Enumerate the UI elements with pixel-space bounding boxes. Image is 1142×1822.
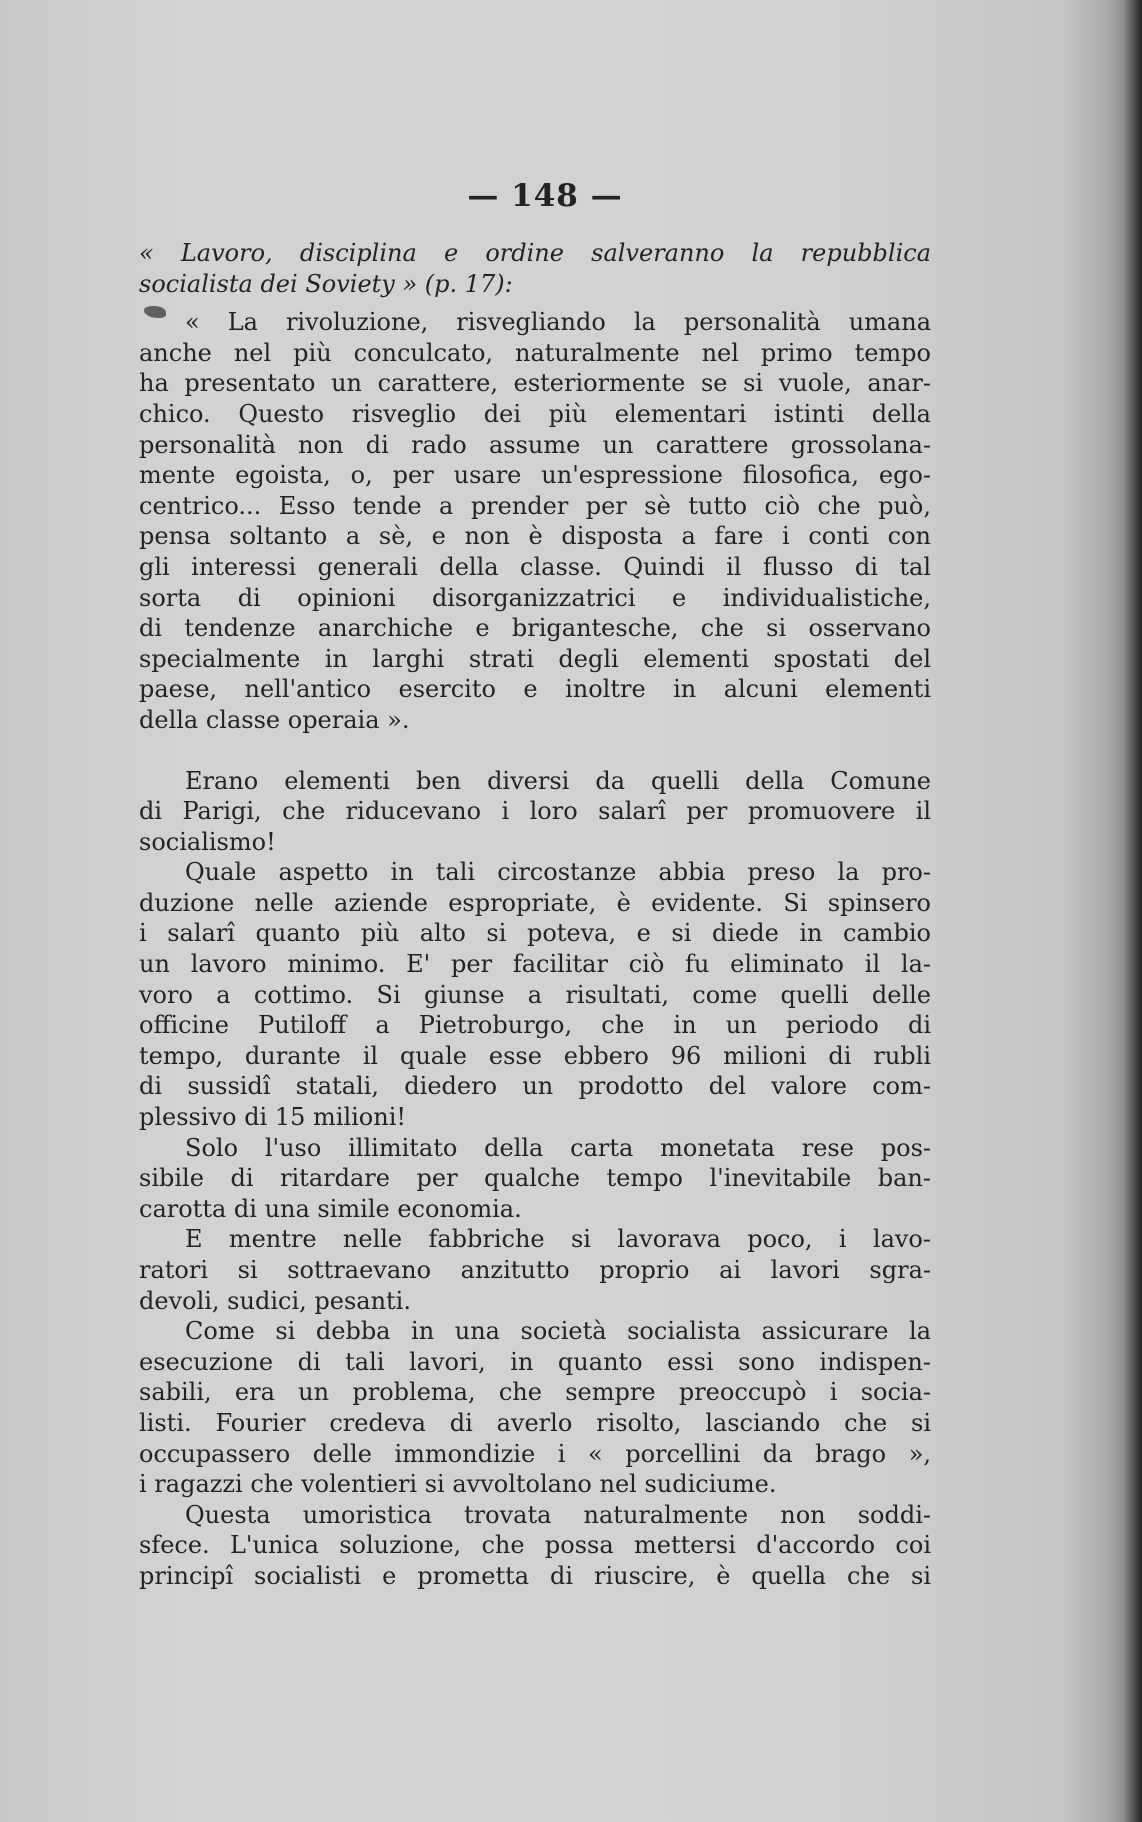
paragraph-line: di Parigi, che riducevano i loro salarî per promuovere il xyxy=(139,797,931,826)
paragraph-line: ratori si sottraevano anzitutto proprio ai lavori sgra- xyxy=(139,1256,931,1284)
paragraph-line: occupassero delle immondizie i « porcellini da brago », xyxy=(139,1439,931,1468)
paragraph-line: carotta di una simile economia. xyxy=(139,1194,522,1223)
paragraph-line: sibile di ritardare per qualche tempo l'inevitabile ban- xyxy=(139,1164,931,1193)
paragraph-line: di sussidî statali, diedero un prodotto del valore com- xyxy=(139,1072,931,1101)
quote-line: gli interessi generali della classe. Quindi il flusso di tal xyxy=(139,552,931,581)
paragraph-line: listi. Fourier credeva di averlo risolto, lasciando che si xyxy=(139,1408,931,1437)
paragraph-line: tempo, durante il quale esse ebbero 96 milioni di rubli xyxy=(139,1041,931,1070)
citation-line: socialista dei Soviety » (p. 17): xyxy=(139,269,513,298)
paragraph-line: officine Putiloff a Pietroburgo, che in un periodo di xyxy=(139,1011,931,1040)
quote-line: sorta di opinioni disorganizzatrici e individualistiche, xyxy=(139,583,931,612)
quote-line: « La rivoluzione, risvegliando la personalità umana xyxy=(185,308,931,337)
quote-line: anche nel più conculcato, naturalmente nel primo tempo xyxy=(139,338,931,367)
paragraph-line: voro a cottimo. Si giunse a risultati, come quelli delle xyxy=(139,980,931,1009)
quote-line: mente egoista, o, per usare un'espressione filosofica, ego- xyxy=(139,461,931,490)
paragraph-line: sfece. L'unica soluzione, che possa mettersi d'accordo coi xyxy=(139,1531,931,1560)
paragraph-line: i ragazzi che volentieri si avvoltolano nel sudiciume. xyxy=(139,1470,777,1499)
paragraph-line: devoli, sudici, pesanti. xyxy=(139,1286,411,1315)
paragraph-line: Questa umoristica trovata naturalmente non soddi- xyxy=(185,1500,931,1529)
quote-line: personalità non di rado assume un carattere grossolana- xyxy=(139,430,931,459)
paragraph-line: sabili, era un problema, che sempre preoccupò i socia- xyxy=(139,1378,931,1407)
paragraph-line: Quale aspetto in tali circostanze abbia preso la pro- xyxy=(185,858,931,887)
paragraph-line: E mentre nelle fabbriche si lavorava poco, i lavo- xyxy=(185,1225,931,1254)
paragraph-line: plessivo di 15 milioni! xyxy=(139,1103,407,1132)
paragraph-line: duzione nelle aziende espropriate, è evidente. Si spinsero xyxy=(139,888,931,917)
page-number: — 148 — xyxy=(467,178,623,214)
quote-line: chico. Questo risveglio dei più elementari istinti della xyxy=(139,399,931,428)
quote-line: paese, nell'antico esercito e inoltre in alcuni elementi xyxy=(139,675,931,704)
quote-line: pensa soltanto a sè, e non è disposta a fare i conti con xyxy=(139,522,931,551)
paragraph-line: socialismo! xyxy=(139,827,276,856)
paragraph-line: Solo l'uso illimitato della carta monetata rese pos- xyxy=(185,1133,931,1162)
quote-line: specialmente in larghi strati degli elementi spostati del xyxy=(139,644,931,673)
paragraph-line: Come si debba in una società socialista assicurare la xyxy=(185,1317,931,1346)
quote-line: di tendenze anarchiche e brigantesche, che si osservano xyxy=(139,614,931,643)
paragraph-line: un lavoro minimo. E' per facilitar ciò fu eliminato il la- xyxy=(139,950,931,979)
paragraph-line: Erano elementi ben diversi da quelli della Comune xyxy=(185,766,931,795)
text-block xyxy=(139,178,931,1592)
paragraph-line: esecuzione di tali lavori, in quanto essi sono indispen- xyxy=(139,1347,931,1376)
paragraph-line: i salarî quanto più alto si poteva, e si diede in cambio xyxy=(139,919,931,948)
quote-line: centrico... Esso tende a prender per sè tutto ciò che può, xyxy=(139,491,931,520)
quote-line: della classe operaia ». xyxy=(139,705,410,734)
binding-shadow xyxy=(1124,0,1142,1822)
citation-line: « Lavoro, disciplina e ordine salveranno la repubblica xyxy=(139,239,931,267)
paragraph-line: principî socialisti e prometta di riuscire, è quella che si xyxy=(139,1561,931,1590)
quote-line: ha presentato un carattere, esteriormente se si vuole, anar- xyxy=(139,369,931,398)
